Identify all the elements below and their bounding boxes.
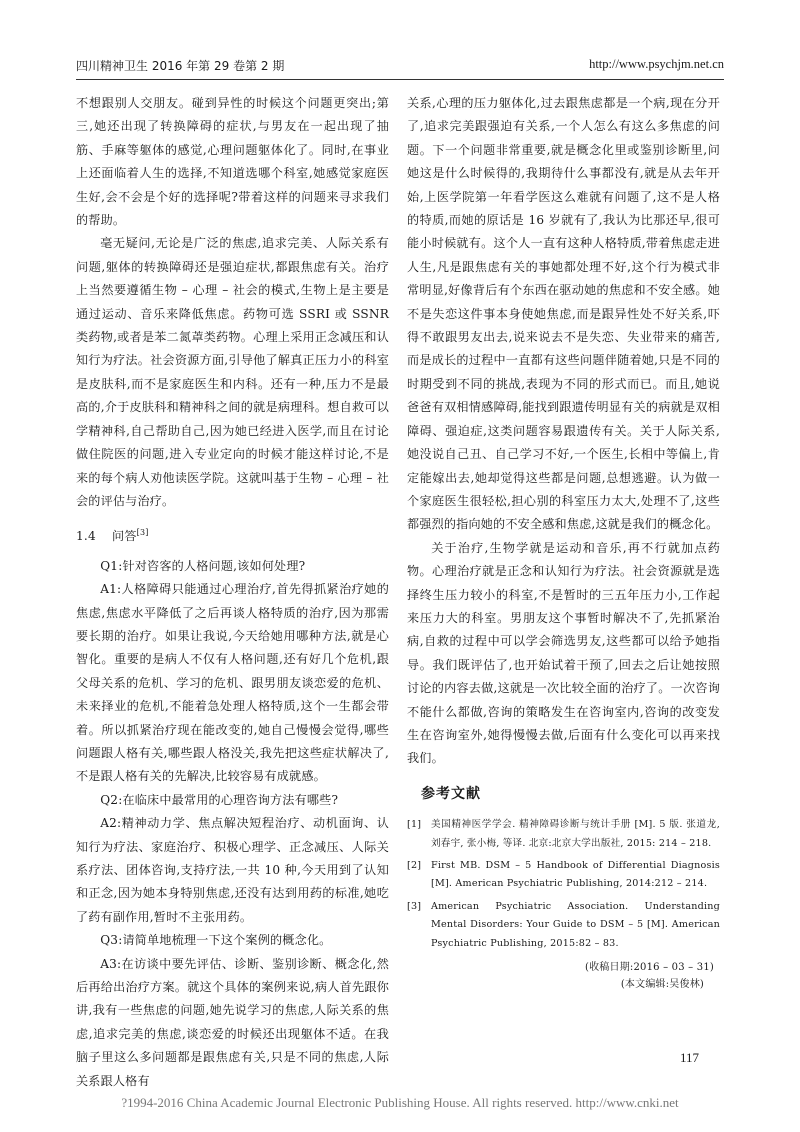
article-dates <box>407 959 720 993</box>
citation-ref[interactable]: [3] <box>136 528 149 538</box>
reference-number: [2] <box>407 860 422 871</box>
reference-text: 美国精神医学学会. 精神障碍诊断与统计手册 [M]. 5 版. 张道龙, 刘春宇, 张小梅, 等译. 北京:北京大学出版社, 2015: 214 – 218. <box>431 819 720 849</box>
paragraph: 关于治疗,生物学就是运动和音乐,再不行就加点药物。心理治疗就是正念和认知行为疗法。社会资源就是选择终生压力较小的科室,不是暂时的三五年压力小,工作起来压力大的科室。男朋友这个事暂时解决不了,先抓紧治病,自救的过程中可以学会筛选男友,这些都可以给予她指导。我们既评估了,也开始试着干预了,回去之后让她按照讨论的内容去做,这就是一次比较全面的治疗了。一次咨询不能什么都做,咨询的策略发生在咨询室内,咨询的改变发生在咨询室外,她得慢慢去做,后面有什么变化可以再来找我们。 <box>407 540 720 766</box>
paragraph: 关系,心理的压力躯体化,过去跟焦虑都是一个病,现在分开了,追求完美跟强迫有关系,一个人怎么有这么多焦虑的问题。下一个问题非常重要,就是概念化里或鉴别诊断里,问她这是什么时候得的,我期待什么事都没有,就是从去年开始,上医学院第一年看学医这么难就有问题了,这不是人格的特质,而她的原话是 16 岁就有了,我认为比那还早,很可能小时候就有。这个人一直有这种人格特质,带着焦虑走进人生,凡是跟焦虑有关的事她都处理不好,这个行为模式非常明显,好像背后有个东西在驱动她的焦虑和不安全感。她不是失恋这件事本身使她焦虑,而是跟异性处不好关系,吓得不敢跟男友出去,说来说去不是失恋、失业带来的痛苦,而是成长的过程中一直都有这些问题伴随着她,只是不同的时期受到不同的挑战,表现为不同的形式而已。而且,她说爸爸有双相情感障碍,能找到跟遗传明显有关的病就是双相障碍、强迫症,这类问题容易跟遗传有关。关于人际关系,她没说自己丑、自己学习不好,一个医生,长相中等偏上,肯定能嫁出去,她却觉得这些都是问题,总想逃避。认为做一个家庭医生很轻松,担心别的科室压力太大,处理不了,这些都强烈的指向她的不安全感和焦虑,这就是我们的概念化。 <box>407 96 720 532</box>
right-column <box>407 92 720 993</box>
reference-text: First MB. DSM – 5 Handbook of Differential Diagnosis [M]. American Psychiatric Publishing, 2014:212 – 214. <box>431 860 720 890</box>
running-header <box>76 57 724 80</box>
received-date: (收稿日期:2016 – 03 – 31) <box>585 962 714 974</box>
reference-number: [3] <box>407 900 422 912</box>
copyright-footer: ?1994-2016 China Academic Journal Electronic Publishing House. All rights reserved. http://www.cnki.net <box>121 1095 679 1110</box>
reference-number: [1] <box>407 819 422 831</box>
answer: A2:精神动力学、焦点解决短程治疗、动机面询、认知行为疗法、家庭治疗、积极心理学、正念减压、人际关系疗法、团体咨询,支持疗法,一共 10 种,今天用到了认知和正念,因为她本身特别焦虑,还没有达到用药的标准,她吃了药有副作用,暂时不主张用药。 <box>76 816 389 924</box>
question: Q1:针对咨客的人格问题,该如何处理? <box>100 558 306 573</box>
journal-url[interactable]: http://www.psychjm.net.cn <box>589 57 724 71</box>
reference-text: American Psychiatric Association. Understanding Mental Disorders: Your Guide to DSM – 5 [M]. American Psychiatric Publishing, 2015:82 – 83. <box>431 900 720 949</box>
question: Q3:请简单地梳理一下这个案例的概念化。 <box>100 933 332 948</box>
page-number: 117 <box>680 1050 700 1065</box>
paragraph: 不想跟别人交朋友。碰到异性的时候这个问题更突出;第三,她还出现了转换障碍的症状,与男友在一起出现了抽筋、手麻等躯体的感觉,心理问题躯体化了。同时,在事业上还面临着人生的选择,不知道选哪个科室,她感觉家庭医生好,会不会是个好的选择呢?带着这样的问题来寻求我们的帮助。 <box>76 96 389 228</box>
section-heading <box>76 521 389 548</box>
reference-item <box>407 857 720 894</box>
reference-list <box>407 816 720 953</box>
editor-credit: (本文编辑:吴俊林) <box>620 979 704 991</box>
paragraph: 毫无疑问,无论是广泛的焦虑,追求完美、人际关系有问题,躯体的转换障碍还是强迫症状,都跟焦虑有关。治疗上当然要遵循生物 – 心理 – 社会的模式,生物上是主要是通过运动、音乐来降低焦虑。药物可选 SSRI 或 SSNR 类药物,或者是苯二氮䓬类药物。心理上采用正念减压和认知行为疗法。社会资源方面,引导他了解真正压力小的科室是皮肤科,而不是家庭医生和内科。还有一种,压力不是最高的,介于皮肤科和精神科之间的就是病理科。想自救可以学精神科,自己帮助自己,因为她已经进入医学,而且在讨论做住院医的问题,进入专业定向的时候才能这样讨论,不是来的每个病人劝他读医学院。这就叫基于生物 – 心理 – 社会的评估与治疗。 <box>76 236 389 508</box>
references-title: 参考文献 <box>421 785 481 802</box>
section-number: 1.4 <box>76 529 96 544</box>
section-title: 问答 <box>112 529 137 544</box>
left-column <box>76 92 389 1093</box>
answer: A1:人格障碍只能通过心理治疗,首先得抓紧治疗她的焦虑,焦虑水平降低了之后再谈人格特质的治疗,因为那需要长期的治疗。如果让我说,今天给她用哪种方法,就是心智化。重要的是病人不仅有人格问题,还有好几个危机,跟父母关系的危机、学习的危机、跟男朋友谈恋爱的危机、未来择业的危机,不能着急处理人格特质,这个一生都会带着。所以抓紧治疗现在能改变的,她自己慢慢会觉得,哪些问题跟人格有关,哪些跟人格没关,我先把这些症状解决了,不是跟人格有关的先解决,比较容易有成就感。 <box>76 582 389 784</box>
answer: A3:在访谈中要先评估、诊断、鉴别诊断、概念化,然后再给出治疗方案。就这个具体的案例来说,病人首先跟你讲,我有一些焦虑的问题,她先说学习的焦虑,人际关系的焦虑,追求完美的焦虑,谈恋爱的时候还出现躯体不适。在我脑子里这么多问题都是跟焦虑有关,只是不同的焦虑,人际关系跟人格有 <box>76 956 389 1088</box>
reference-item <box>407 898 720 953</box>
reference-item <box>407 816 720 853</box>
question: Q2:在临床中最常用的心理咨询方法有哪些? <box>100 792 339 807</box>
journal-issue: 四川精神卫生 2016 年第 29 卷第 2 期 <box>76 59 285 73</box>
